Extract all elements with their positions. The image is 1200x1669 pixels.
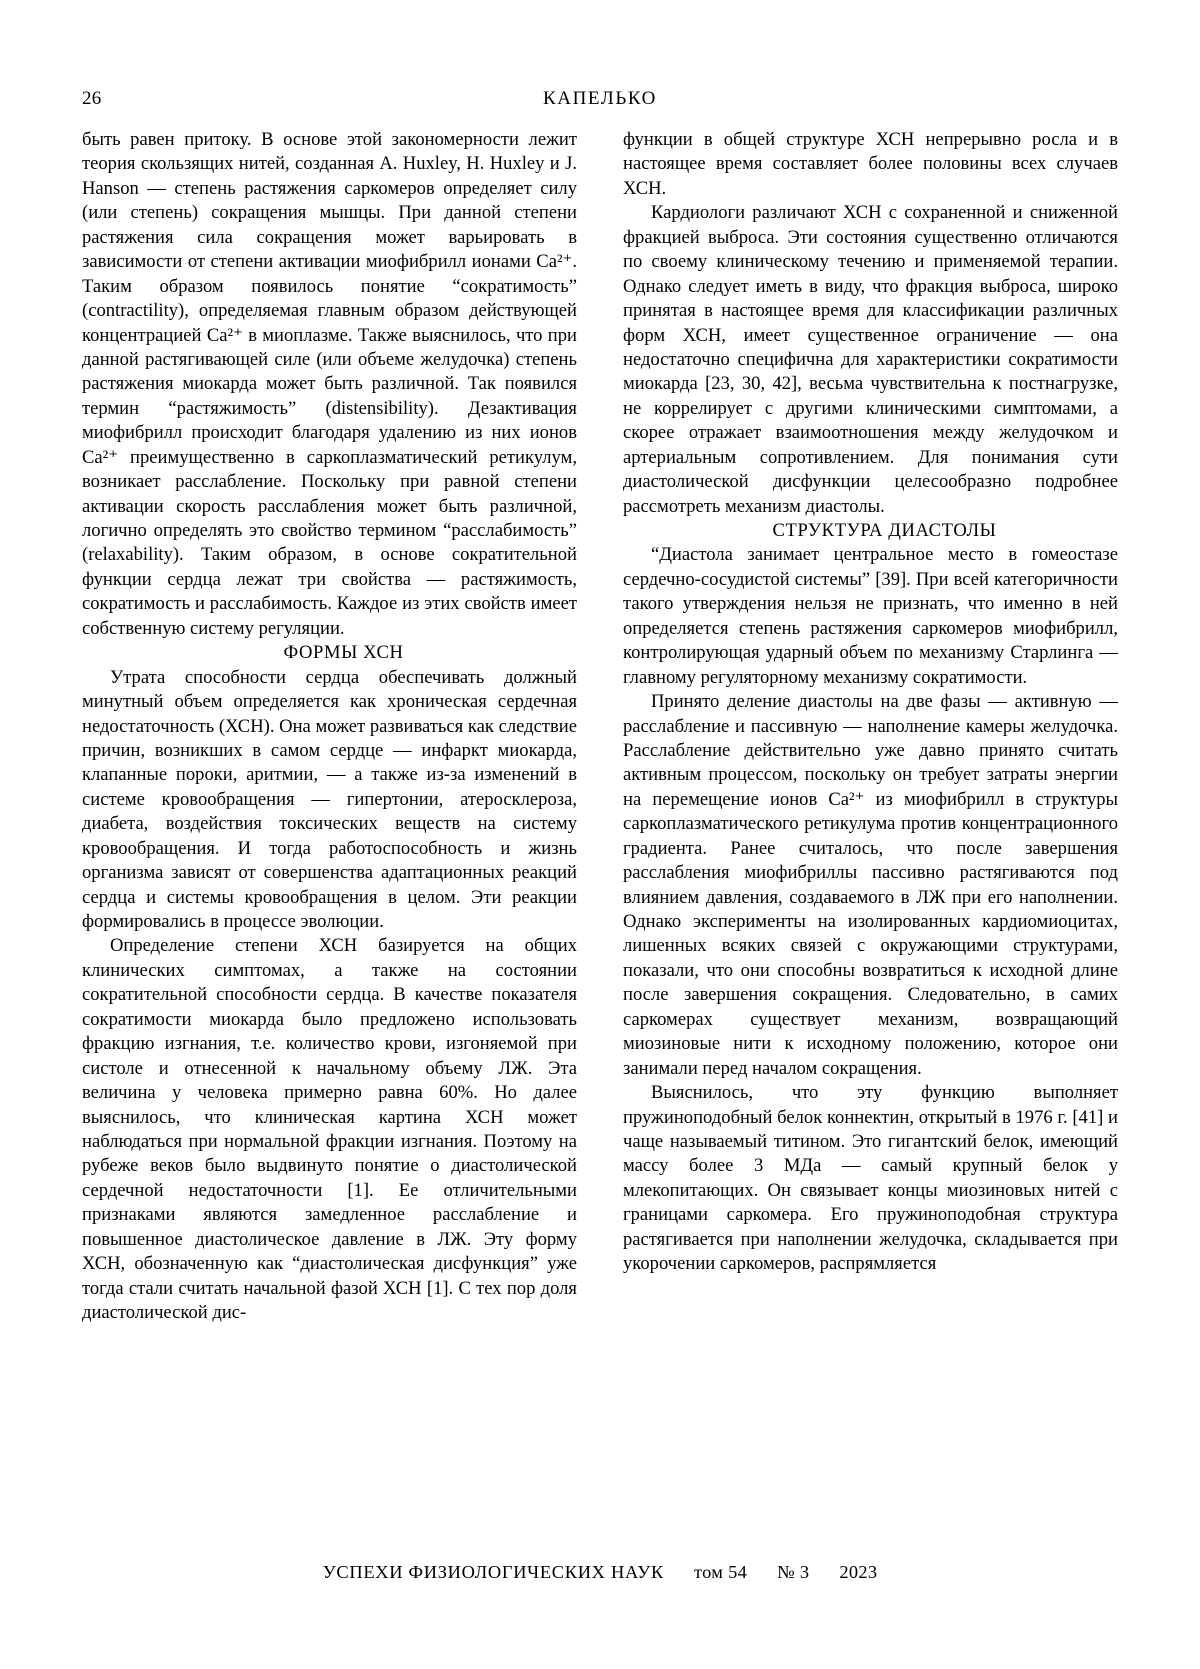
- page-header: [82, 88, 1118, 110]
- paragraph: Кардиологи различают ХСН с сохраненной и сниженной фракцией выброса. Эти состояния существенно отличаются по своему клиническому течению и применяемой терапии. Однако следует иметь в виду, что фракция выброса, широко принятая в настоящее время для классификации различных форм ХСН, имеет существенное ограничение — она недостаточно специфична для характеристики сократимости миокарда [23, 30, 42], весьма чувствительна к постнагрузке, не коррелирует с другими клиническими симптомами, а скорее отражает взаимоотношения между желудочком и артериальным сопротивлением. Для понимания сути диастолической дисфункции целесообразно подробнее рассмотреть механизм диастолы.: [623, 202, 1118, 517]
- journal-title: УСПЕХИ ФИЗИОЛОГИЧЕСКИХ НАУК: [322, 1562, 664, 1582]
- paragraph: Принято деление диастолы на две фазы — активную — расслабление и пассивную — наполнение камеры желудочка. Расслабление действительно уже давно принято считать активным процессом, поскольку он требует затраты энергии на перемещение ионов Ca²⁺ из миофибрилл в структуры саркоплазматического ретикулума против концентрационного градиента. Ранее считалось, что после завершения расслабления миофибриллы пассивно растягиваются под влиянием давления, создаваемого в ЛЖ при его наполнении. Однако эксперименты на изолированных кардиомиоцитах, лишенных всяких связей с окружающими структурами, показали, что они способны возвратиться к исходной длине после завершения сокращения. Следовательно, в самих саркомерах существует механизм, возвращающий миозиновые нити к исходному положению, которое они занимали перед началом сокращения.: [623, 691, 1118, 1079]
- right-column: [623, 128, 1118, 1448]
- page-footer: [82, 1562, 1118, 1583]
- paragraph: Определение степени ХСН базируется на общих клинических симптомах, а также на состоянии сократительной способности сердца. В качестве показателя сократимости миокарда было предложено использовать фракцию изгнания, т.е. количество крови, изгоняемой при систоле и отнесенной к начальному объему ЛЖ. Эта величина у человека примерно равна 60%. Но далее выяснилось, что клиническая картина ХСН может наблюдаться при нормальной фракции изгнания. Поэтому на рубеже веков было выдвинуто понятие о диастолической сердечной недостаточности [1]. Ее отличительными признаками являются замедленное расслабление и повышенное диастолическое давление в ЛЖ. Эту форму ХСН, обозначенную как “диастолическая дисфункция” уже тогда стали считать начальной фазой ХСН [1]. С тех пор доля диастолической дис-: [82, 935, 577, 1323]
- paragraph: функции в общей структуре ХСН непрерывно росла и в настоящее время составляет более половины всех случаев ХСН.: [623, 129, 1118, 199]
- paragraph: быть равен притоку. В основе этой закономерности лежит теория скользящих нитей, созданная A. Huxley, H. Huxley и J. Hanson — степень растяжения саркомеров определяет силу (или степень) сокращения мышцы. При данной степени растяжения сила сокращения может варьировать в зависимости от степени активации миофибрилл ионами Ca²⁺. Таким образом появилось понятие “сократимость” (contractility), определяемая главным образом действующей концентрацией Ca²⁺ в миоплазме. Также выяснилось, что при данной растягивающей силе (или объеме желудочка) степень растяжения миокарда может быть различной. Так появился термин “растяжимость” (distensibility). Дезактивация миофибрилл происходит благодаря удалению из них ионов Ca²⁺ преимущественно в саркоплазматический ретикулум, возникает расслабление. Поскольку при равной степени активации скорость расслабления может быть различной, логично определять это свойство термином “расслабимость” (relaxability). Таким образом, в основе сократительной функции сердца лежат три свойства — растяжимость, сократимость и расслабимость. Каждое из этих свойств имеет собственную систему регуляции.: [82, 129, 577, 639]
- paragraph: Утрата способности сердца обеспечивать должный минутный объем определяется как хроническая сердечная недостаточность (ХСН). Она может развиваться как следствие причин, возникших в самом сердце — инфаркт миокарда, клапанные пороки, аритмии, — а также из-за изменений в системе кровообращения — гипертонии, атеросклероза, диабета, воздействия токсических веществ на систему кровообращения. И тогда работоспособность и жизнь организма зависят от совершенства адаптационных реакций сердца и системы кровообращения в целом. Эти реакции формировались в процессе эволюции.: [82, 666, 577, 932]
- paragraph: “Диастола занимает центральное место в гомеостазе сердечно-сосудистой системы” [39]. При всей категоричности такого утверждения нельзя не признать, что именно в ней определяется степень растяжения саркомеров миофибрилл, контролирующая ударный объем по механизму Старлинга — главному регуляторному механизму сократимости.: [623, 544, 1118, 688]
- paragraph: Выяснилось, что эту функцию выполняет пружиноподобный белок коннектин, открытый в 1976 г. [41] и чаще называемый титином. Это гигантский белок, имеющий массу более 3 МДа — самый крупный белок у млекопитающих. Он связывает концы миозиновых нитей с границами саркомера. Его пружиноподобная структура растягивается при наполнении желудочка, складывается при укорочении саркомеров, распрямляется: [623, 1082, 1118, 1275]
- left-column: [82, 128, 577, 1448]
- section-heading-diastole: СТРУКТУРА ДИАСТОЛЫ: [772, 520, 997, 541]
- issue-label: № 3: [777, 1562, 810, 1582]
- page-number: 26: [82, 88, 102, 109]
- section-heading-forms: ФОРМЫ ХСН: [283, 642, 404, 664]
- running-title: КАПЕЛЬКО: [543, 88, 657, 109]
- body-columns: [82, 128, 1118, 1448]
- volume-label: том 54: [694, 1562, 748, 1582]
- year-label: 2023: [839, 1562, 878, 1582]
